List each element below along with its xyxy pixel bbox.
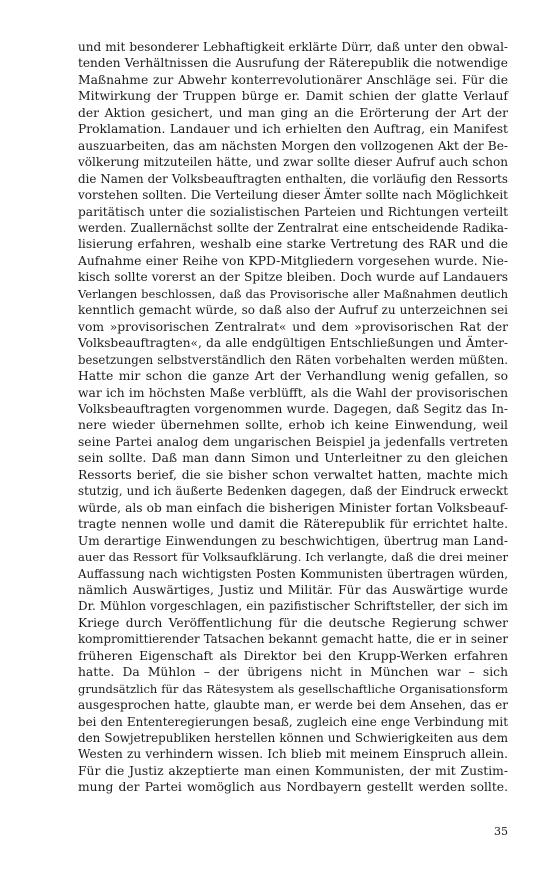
text-line: kompromittierender Tatsachen bekannt gemacht hatte, die er in seiner [78, 632, 508, 647]
text-line: grundsätzlich für das Rätesystem als gesellschaftliche Organisationsform [78, 681, 508, 696]
text-line: Verlangen beschlossen, daß das Provisorische aller Maßnahmen deutlich [78, 286, 508, 301]
text-line: paritätisch unter die sozialistischen Parteien und Richtungen verteilt [78, 204, 508, 219]
text-line: Proklamation. Landauer und ich erhielten den Auftrag, ein Manifest [78, 122, 508, 137]
text-line: vorstehen sollten. Die Verteilung dieser Ämter sollte nach Möglichkeit [78, 188, 508, 203]
text-line: Auffassung nach wichtigsten Posten Kommunisten übertragen würden, [78, 566, 508, 581]
text-line: tenden Verhältnissen die Ausrufung der Räterepublik die notwendige [78, 56, 508, 71]
text-line: Kriege durch Veröffentlichung für die deutsche Regierung schwer [78, 615, 508, 630]
text-line: kenntlich gemacht würde, so daß also der Aufruf zu unterzeichnen sei [78, 303, 508, 318]
text-line: und mit besonderer Lebhaftigkeit erklärte Dürr, daß unter den obwal- [78, 40, 508, 54]
text-line: vom »provisorischen Zentralrat« und dem »provisorischen Rat der [78, 319, 508, 334]
text-line: seine Partei analog dem ungarischen Beispiel ja jedenfalls vertreten [78, 434, 508, 449]
text-line: Ressorts berief, die sie bisher schon verwaltet hatten, machte mich [78, 467, 508, 482]
text-line: mung der Partei womöglich aus Nordbayern gestellt werden sollte. [78, 780, 508, 795]
text-line: den Sowjetrepubliken herstellen können und Schwierigkeiten aus dem [78, 731, 508, 746]
text-line: Dr. Mühlon vorgeschlagen, ein pazifistischer Schriftsteller, der sich im [78, 599, 508, 614]
text-line: Aufnahme einer Reihe von KPD-Mitgliedern vorgesehen wurde. Nie- [78, 253, 508, 268]
text-line: Mitwirkung der Truppen bürge er. Damit schien der glatte Verlauf [78, 89, 508, 104]
text-line: kisch sollte vorerst an der Spitze bleiben. Doch wurde auf Landauers [78, 270, 508, 285]
text-line: bei den Ententeregierungen besaß, zugleich eine enge Verbindung mit [78, 714, 508, 729]
page-number: 35 [494, 825, 508, 838]
text-line: Hatte mir schon die ganze Art der Verhandlung wenig gefallen, so [78, 369, 508, 384]
text-line: Um derartige Einwendungen zu beschwichtigen, übertrug man Land- [78, 533, 508, 548]
text-line: stutzig, und ich äußerte Bedenken dagegen, daß der Eindruck erweckt [78, 484, 508, 499]
text-line: Maßnahme zur Abwehr konterrevolutionärer Anschläge sei. Für die [78, 72, 508, 87]
text-line: besetzungen selbstverständlich den Räten vorbehalten werden müßten. [78, 352, 508, 367]
text-line: tragte nennen wolle und damit die Räterepublik für errichtet halte. [78, 517, 508, 532]
text-line: lisierung erfahren, weshalb eine starke Vertretung des RAR und die [78, 237, 508, 252]
text-line: werden. Zuallernächst sollte der Zentralrat eine entscheidende Radika- [78, 220, 508, 235]
text-line: sein sollte. Daß man dann Simon und Unterleitner zu den gleichen [78, 451, 508, 466]
text-line: Für die Justiz akzeptierte man einen Kommunisten, der mit Zustim- [78, 763, 508, 778]
body-text [78, 39, 508, 796]
text-line: war ich im höchsten Maße verblüfft, als die Wahl der provisorischen [78, 385, 508, 400]
text-line: auer das Ressort für Volksaufklärung. Ich verlangte, daß die drei meiner [78, 550, 508, 565]
text-line: Volksbeauftragten«, da alle endgültigen Entschließungen und Ämter- [78, 336, 508, 351]
text-line: Westen zu verhindern wissen. Ich blieb mit meinem Einspruch allein. [78, 747, 508, 762]
text-line: die Namen der Volksbeauftragten enthalten, die vorläufig den Ressorts [78, 171, 508, 186]
text-line: nere wieder übernehmen sollte, erhob ich keine Einwendung, weil [78, 418, 508, 433]
text-line: früheren Eigenschaft als Direktor bei den Krupp-Werken erfahren [78, 648, 508, 663]
text-line: nämlich Auswärtiges, Justiz und Militär. Für das Auswärtige wurde [78, 582, 508, 597]
text-line: hatte. Da Mühlon – der übrigens nicht in München war – sich [78, 665, 508, 680]
text-line: völkerung mitzuteilen hätte, und zwar sollte dieser Aufruf auch schon [78, 155, 508, 170]
text-line: würde, als ob man einfach die bisherigen Minister fortan Volksbeauf- [78, 500, 508, 515]
text-line: auszuarbeiten, das am nächsten Morgen den vollzogenen Akt der Be- [78, 138, 508, 153]
text-line: Volksbeauftragten vorgenommen wurde. Dagegen, daß Segitz das In- [78, 401, 508, 416]
text-line: ausgesprochen hatte, glaubte man, er werde bei dem Ansehen, das er [78, 698, 508, 713]
text-line: der Aktion gesichert, und man ging an die Erörterung der Art der [78, 105, 508, 120]
